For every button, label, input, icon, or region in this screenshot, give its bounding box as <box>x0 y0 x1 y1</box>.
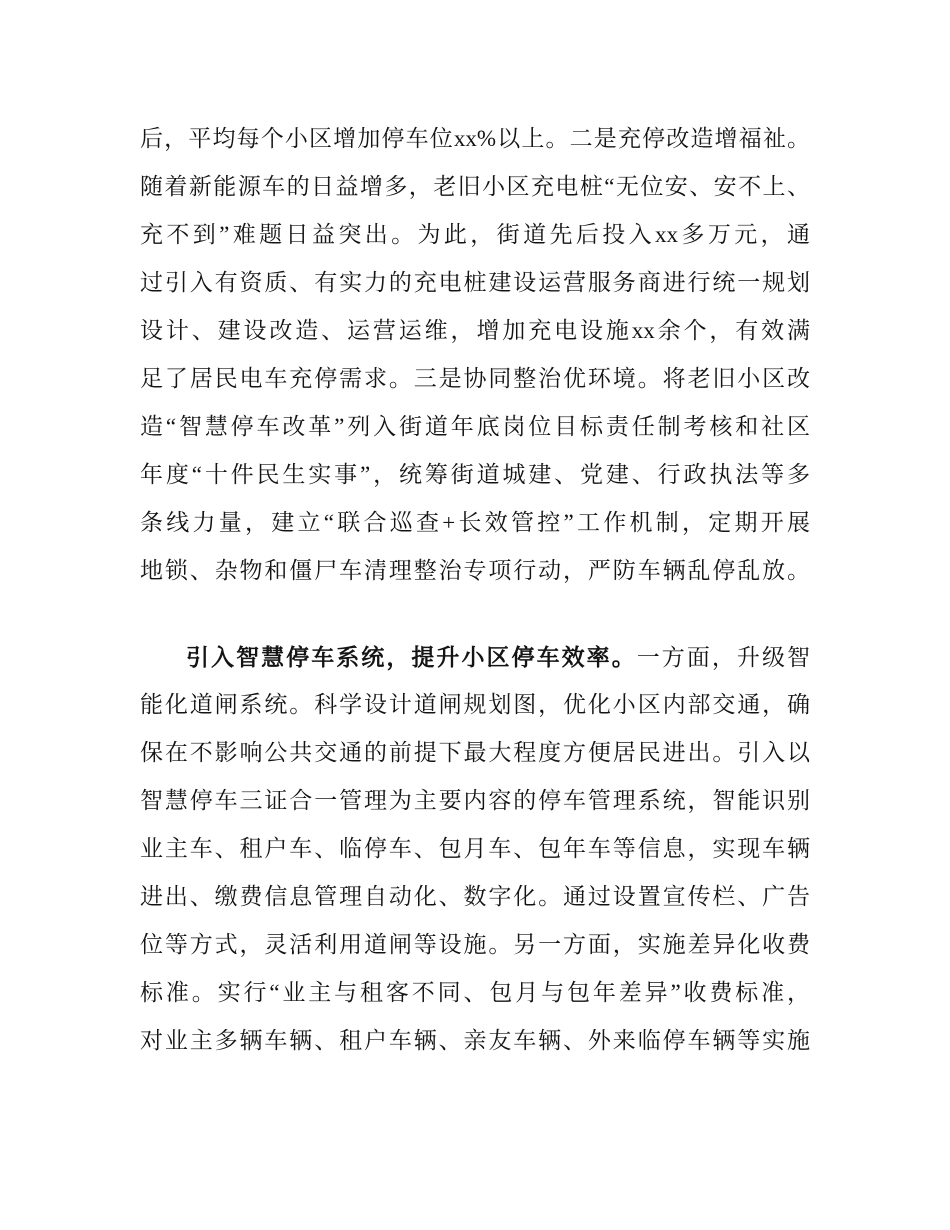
text-run: 位等方式，灵活利用道闸等设施。另一方面，实施差异化收费 <box>140 932 810 957</box>
text-run: 条线力量，建立“联合巡查+长效管控”工作机制，定期开展 <box>140 510 810 535</box>
text-line <box>140 259 810 307</box>
text-line <box>140 355 810 403</box>
text-line <box>140 969 810 1017</box>
paragraph-parking-renovation <box>140 115 810 595</box>
text-line <box>140 115 810 163</box>
text-line <box>140 1017 810 1065</box>
text-line <box>140 307 810 355</box>
text-line <box>140 825 810 873</box>
paragraph-lead-bold: 引入智慧停车系统，提升小区停车效率。 <box>186 644 637 670</box>
text-run: 随着新能源车的日益增多，老旧小区充电桩“无位安、安不上、 <box>140 174 810 199</box>
text-run: 充不到”难题日益突出。为此，街道先后投入xx多万元，通 <box>140 222 810 247</box>
text-line <box>140 681 810 729</box>
text-run: 保在不影响公共交通的前提下最大程度方便居民进出。引入以 <box>140 740 810 765</box>
text-line <box>140 403 810 451</box>
text-run: 智慧停车三证合一管理为主要内容的停车管理系统，智能识别 <box>140 788 810 813</box>
text-run: 地锁、杂物和僵尸车清理整治专项行动，严防车辆乱停乱放。 <box>140 558 810 583</box>
text-run: 年度“十件民生实事”，统筹街道城建、党建、行政执法等多 <box>140 462 810 487</box>
text-line <box>140 633 810 681</box>
text-line <box>140 777 810 825</box>
text-run: 足了居民电车充停需求。三是协同整治优环境。将老旧小区改 <box>140 366 810 391</box>
text-run: 对业主多辆车辆、租户车辆、亲友车辆、外来临停车辆等实施 <box>140 1028 810 1053</box>
text-run: 造“智慧停车改革”列入街道年底岗位目标责任制考核和社区 <box>140 414 810 439</box>
text-run: 能化道闸系统。科学设计道闸规划图，优化小区内部交通，确 <box>140 692 810 717</box>
text-line <box>140 921 810 969</box>
paragraph-smart-parking-system <box>140 633 810 1065</box>
text-block <box>140 115 810 1065</box>
text-line <box>140 451 810 499</box>
text-line <box>140 211 810 259</box>
text-line <box>140 729 810 777</box>
text-run: 标准。实行“业主与租客不同、包月与包年差异”收费标准， <box>140 980 810 1005</box>
text-line <box>140 873 810 921</box>
text-run: 一方面，升级智 <box>636 645 811 670</box>
text-run: 过引入有资质、有实力的充电桩建设运营服务商进行统一规划 <box>140 270 810 295</box>
text-run: 后，平均每个小区增加停车位xx%以上。二是充停改造增福祉。 <box>140 126 810 151</box>
text-line <box>140 163 810 211</box>
text-run: 进出、缴费信息管理自动化、数字化。通过设置宣传栏、广告 <box>140 884 810 909</box>
text-run: 业主车、租户车、临停车、包月车、包年车等信息，实现车辆 <box>140 836 810 861</box>
text-line <box>140 499 810 547</box>
text-line <box>140 547 810 595</box>
text-run: 设计、建设改造、运营运维，增加充电设施xx余个，有效满 <box>140 318 810 343</box>
